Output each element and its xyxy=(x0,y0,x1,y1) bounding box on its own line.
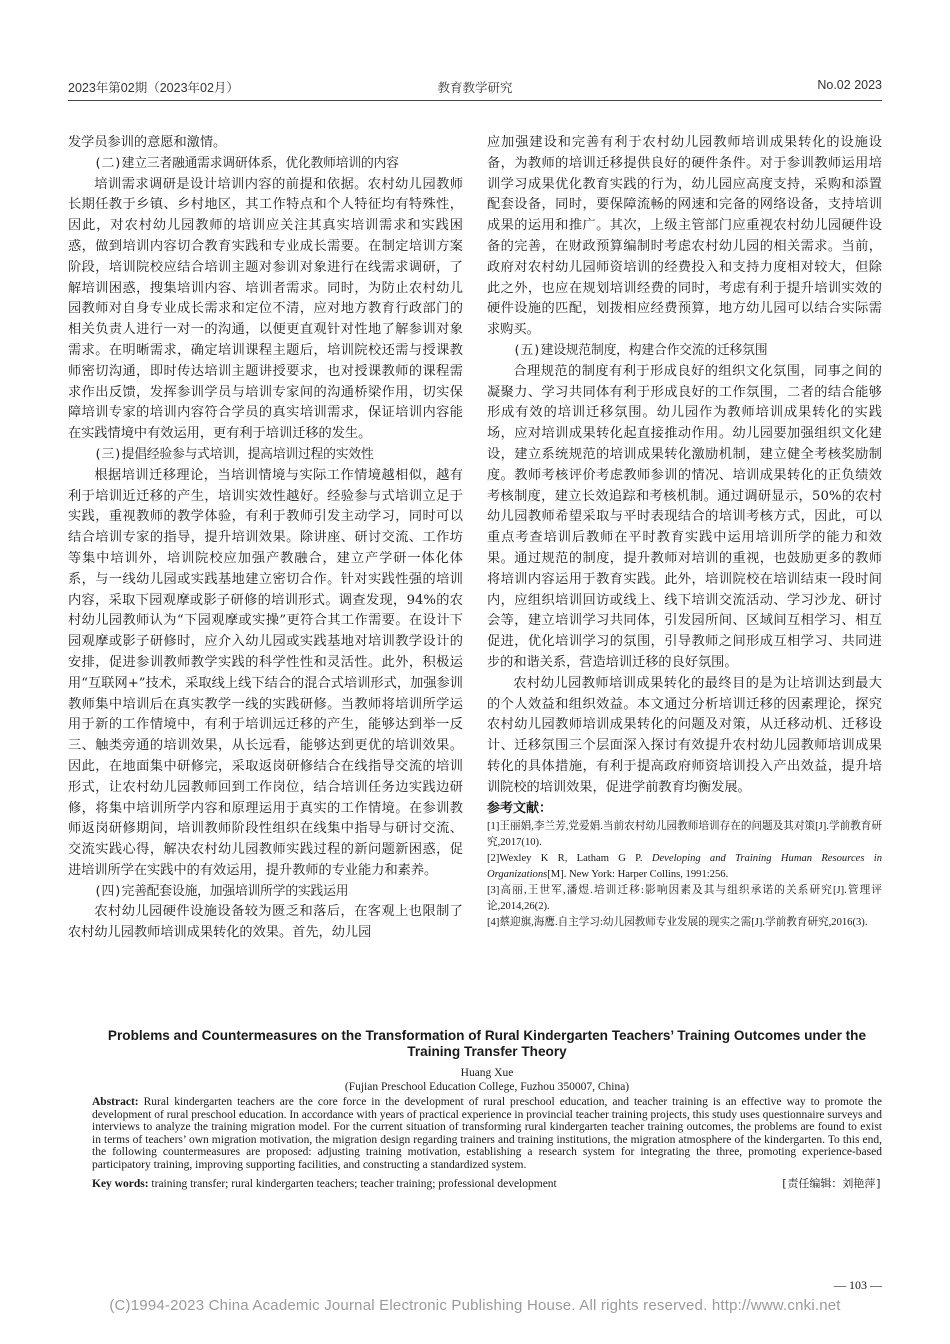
english-abstract xyxy=(92,1028,882,1192)
section-heading-4: (四)完善配套设施，加强培训所学的实践运用 xyxy=(94,883,349,899)
reference-item: [2]Wexley K R, Latham G P. Developing and Training Human Resources in Organizations[M]. New York: Harper Collins, 1991:256. xyxy=(487,853,882,881)
header-issue-number: No.02 2023 xyxy=(817,78,882,92)
header-rule xyxy=(68,100,882,101)
paragraph: 合理规范的制度有利于形成良好的组织文化氛围，同事之间的凝聚力、学习共同体有利于形成良好的工作氛围，二者的结合能够形成有效的培训迁移氛围。幼儿园作为教师培训成果转化的实践场，应对培训成果转化起直接推动作用。幼儿园要加强组织文化建设，建立系统规范的培训成果转化激励机制，建立健全考核奖励制度。教师考核评价考虑教师参训的情况、培训成果转化的正负绩效考核制度，建立长效追踪和考核机制。通过调研显示，50%的农村幼儿园教师希望采取与平时表现结合的培训考核方式，因此，可以重点考查培训后教师在平时教育实践中运用培训所学的能力和效果。通过规范的制度，提升教师对培训的重视，也鼓励更多的教师将培训内容运用于教育实践。此外，培训院校在培训结束一段时间内，应组织培训回访或线上、线下培训交流活动、学习沙龙、研讨会等，建立培训学习共同体，引发园所间、区域间互相学习、相互促进，优化培训学习的氛围，引导教师之间形成互相学习、共同进步的和谐关系，营造培训迁移的良好氛围。 xyxy=(487,363,882,670)
author: Huang Xue xyxy=(460,1067,514,1079)
affiliation: (Fujian Preschool Education College, Fuzhou 350007, China) xyxy=(344,1081,630,1093)
copyright-watermark: (C)1994-2023 China Academic Journal Electronic Publishing House. All rights reserved. http://www.cnki.net xyxy=(109,1297,841,1314)
reference-item: [4]蔡迎旗,海鹰.自主学习:幼儿园教师专业发展的现实之需[J].学前教育研究,2016(3). xyxy=(487,917,868,929)
paragraph: 农村幼儿园教师培训成果转化的最终目的是为让培训达到最大的个人效益和组织效益。本文通过分析培训迁移的因素理论，探究农村幼儿园教师培训成果转化的问题及对策，从迁移动机、迁移设计、迁移氛围三个层面深入探讨有效提升农村幼儿园教师培训成果转化的具体措施，有利于提高政府师资培训投入产出效益，提升培训院校的培训效果，促进学前教育均衡发展。 xyxy=(487,675,882,795)
paragraph: 培训需求调研是设计培训内容的前提和依据。农村幼儿园教师长期任教于乡镇、乡村地区，其工作特点和个人特征均有特殊性，因此，对农村幼儿园教师的培训应关注其真实培训需求和实践困惑，做到培训内容切合教育实践和专业成长需要。在制定培训方案阶段，培训院校应结合培训主题对参训对象进行在线需求调研，了解培训困惑，搜集培训内容、培训者需求。同时，为防止农村幼儿园教师对自身专业成长需求和定位不清，应对地方教育行政部门的相关负责人进行一对一的沟通，以便更直观针对性地了解参训对象需求。在明晰需求，确定培训课程主题后，培训院校还需与授课教师密切沟通，即时传达培训主题讲授要求，也对授课教师的课程需求作出反馈，发挥参训学员与培训专家间的沟通桥梁作用，切实保障培训专家的培训内容符合学员的真实培训需求，保证培训内容能在实践情境中有效运用，更有利于培训迁移的发生。 xyxy=(68,176,463,442)
section-heading-3: (三)提倡经验参与式培训，提高培训过程的实效性 xyxy=(94,446,374,462)
section-heading-2: (二)建立三者融通需求调研体系，优化教师培训的内容 xyxy=(94,155,399,171)
paragraph: 根据培训迁移理论，当培训情境与实际工作情境越相似，越有利于培训近迁移的产生，培训实效性越好。经验参与式培训立足于实践，重视教师的教学体验，有利于教师引发主动学习，同时可以结合培训专家的指导，提升培训效果。除讲座、研讨交流、工作坊等集中培训外，培训院校应加强产教融合，建立产学研一体化体系，与一线幼儿园或实践基地建立密切合作。针对实践性强的培训内容，采取下园观摩或影子研修的培训形式。调查发现，94%的农村幼儿园教师认为“下园观摩或实操”更符合其工作需要。在设计下园观摩或影子研修时，应介入幼儿园或实践基地对培训教学设计的安排，促进参训教师教学实践的科学性性和灵活性。此外，积极运用“互联网+”技术，采取线上线下结合的混合式培训形式，加强参训教师集中培训后在真实教学一线的实践研修。当教师将培训所学运用于新的工作情境中，有利于培训远迁移的产生，能够达到举一反三、触类旁通的培训效果，从长远看，能够达到更优的培训效果。因此，在地面集中研修完，采取返岗研修结合在线指导交流的培训形式，让农村幼儿园教师回到工作岗位，结合培训任务边实践边研修，将集中培训所学内容和原理运用于真实的工作情境。在参训教师返岗研修期间，培训教师阶段性组织在线集中指导与研讨交流、交流实践心得，解决农村幼儿园教师实践过程的新问题新困惑，促进培训所学在实践中的有效运用，提升教师的专业能力和素养。 xyxy=(68,467,463,878)
header-issue: 2023年第02期（2023年02月） xyxy=(68,81,239,95)
reference-item: [1]王丽娟,李兰芳,党爱娟.当前农村幼儿园教师培训存在的问题及其对策[J].学前教育研究,2017(10). xyxy=(487,821,882,849)
abstract-text: Abstract: Rural kindergarten teachers are the core force in the development of rural preschool education, and teacher training is an effective way to promote the development of rural preschool education. In accordance with years of practical experience in provincial teacher training projects, this study uses questionnaire surveys and interviews to analyze the training migration model. For the current situation of transforming rural kindergarten teacher training outcomes, the problems are found to exist in terms of teachers’ own migration motivation, the migration design regarding trainers and training institutions, the migration atmosphere of the kindergarten. To this end, the following countermeasures are proposed: adjusting training motivation, establishing a research system for integrating the three, promoting experience-based participatory training, improving supporting facilities, and constructing a standardized system. xyxy=(92,1096,883,1171)
left-column xyxy=(68,133,463,944)
keywords: Key words: training transfer; rural kindergarten teachers; teacher training; professional development [责任编辑：刘艳萍] xyxy=(92,1176,882,1190)
paragraph: 应加强建设和完善有利于农村幼儿园教师培训成果转化的设施设备，为教师的培训迁移提供良好的硬件条件。对于参训教师运用培训学习成果优化教育实践的行为，幼儿园应高度支持，采购和添置配套设备，同时，要保障流畅的网速和完备的网络设备，支持培训成果的运用和推广。其次，上级主管部门应重视农村幼儿园硬件设备的完善，在财政预算编制时考虑农村幼儿园的相关需求。当前，政府对农村幼儿园师资培训的经费投入和支持力度相对较大，但除此之外，也应在规划培训经费的同时，考虑有利于提升培训实效的硬件设施的匹配，划拨相应经费预算，地方幼儿园可以结合实际需求购买。 xyxy=(487,135,882,338)
reference-item: [3]高丽,王世军,潘煜.培训迁移:影响因素及其与组织承诺的关系研究[J].管理评论,2014,26(2). xyxy=(487,885,882,913)
page-number: — 103 — xyxy=(834,1278,882,1292)
paragraph: 发学员参训的意愿和激情。 xyxy=(68,135,227,150)
right-column xyxy=(487,133,882,931)
editor-credit: [责任编辑：刘艳萍] xyxy=(780,1176,882,1190)
running-header xyxy=(68,78,882,100)
section-heading-5: (五)建设规范制度，构建合作交流的迁移氛围 xyxy=(513,342,768,358)
references-title: 参考文献： xyxy=(487,800,553,816)
english-title: Problems and Countermeasures on the Transformation of Rural Kindergarten Teachers’ Training Outcomes under the Training Transfer Theory xyxy=(107,1028,867,1059)
paragraph: 农村幼儿园硬件设施设备较为匮乏和落后，在客观上也限制了农村幼儿园教师培训成果转化的效果。首先，幼儿园 xyxy=(68,904,463,941)
header-journal-name: 教育教学研究 xyxy=(437,81,513,95)
